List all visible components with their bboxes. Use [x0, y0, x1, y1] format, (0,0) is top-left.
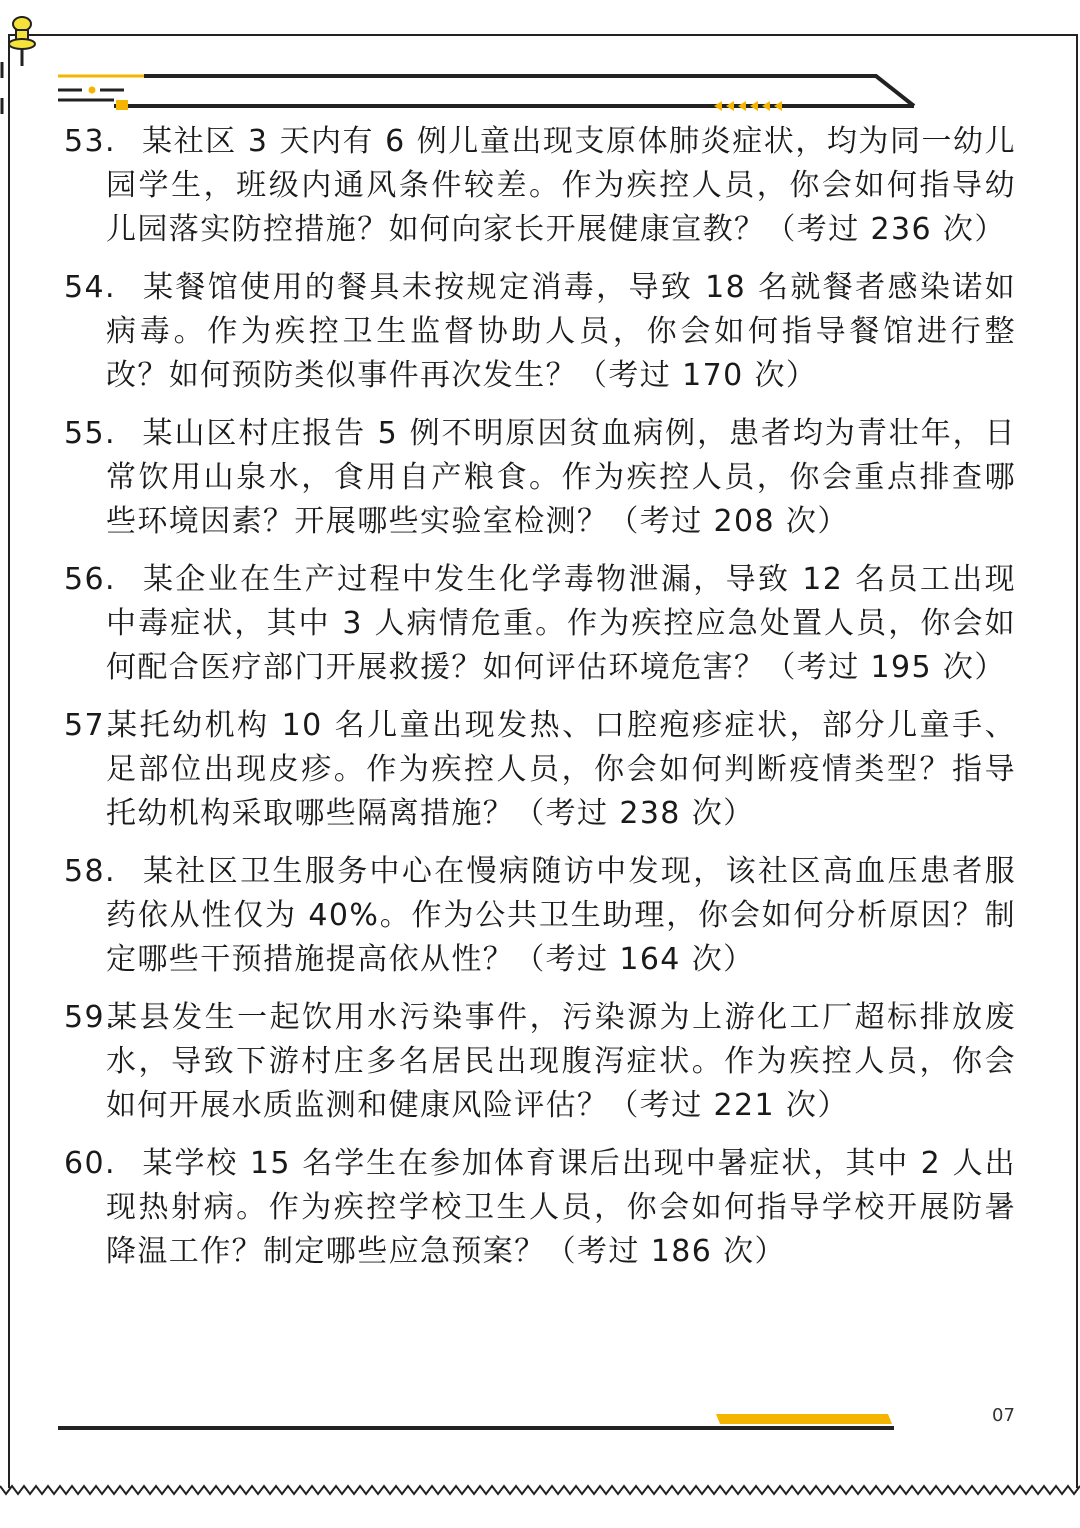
question-item [64, 996, 1016, 1128]
question-item [64, 120, 1016, 252]
question-text: 某学校 15 名学生在参加体育课后出现中暑症状，其中 2 人出现热射病。作为疾控学校卫生人员，你会如何指导学校开展防暑降温工作？制定哪些应急预案？（考过 186 次） [106, 1146, 1016, 1269]
footer-decoration [56, 1410, 896, 1434]
question-item [64, 1142, 1016, 1274]
question-text: 某县发生一起饮用水污染事件，污染源为上游化工厂超标排放废水，导致下游村庄多名居民出现腹泻症状。作为疾控人员，你会如何开展水质监测和健康风险评估？（考过 221 次） [106, 1000, 1016, 1123]
question-text: 某社区 3 天内有 6 例儿童出现支原体肺炎症状，均为同一幼儿园学生，班级内通风条件较差。作为疾控人员，你会如何指导幼儿园落实防控措施？如何向家长开展健康宣教？（考过 236 次） [106, 124, 1016, 247]
question-number: 58. [64, 854, 116, 889]
question-number: 59. [64, 1000, 116, 1035]
question-number: 55. [64, 416, 116, 451]
page-number: 07 [992, 1405, 1015, 1426]
question-number: 57. [64, 708, 116, 743]
question-item [64, 558, 1016, 690]
torn-edge-zigzag [0, 1482, 1080, 1528]
question-number: 56. [64, 562, 116, 597]
question-item [64, 850, 1016, 982]
question-number: 54. [64, 270, 116, 305]
header-decoration [54, 68, 924, 120]
question-text: 某社区卫生服务中心在慢病随访中发现，该社区高血压患者服药依从性仅为 40%。作为公共卫生助理，你会如何分析原因？制定哪些干预措施提高依从性？（考过 164 次） [106, 854, 1016, 977]
question-text: 某企业在生产过程中发生化学毒物泄漏，导致 12 名员工出现中毒症状，其中 3 人病情危重。作为疾控应急处置人员，你会如何配合医疗部门开展救援？如何评估环境危害？（考过 195 次） [106, 562, 1016, 685]
question-item [64, 412, 1016, 544]
question-list [64, 120, 1016, 1288]
question-item [64, 266, 1016, 398]
question-number: 60. [64, 1146, 116, 1181]
question-item [64, 704, 1016, 836]
question-text: 某餐馆使用的餐具未按规定消毒，导致 18 名就餐者感染诺如病毒。作为疾控卫生监督协助人员，你会如何指导餐馆进行整改？如何预防类似事件再次发生？（考过 170 次） [106, 270, 1016, 393]
question-text: 某托幼机构 10 名儿童出现发热、口腔疱疹症状，部分儿童手、足部位出现皮疹。作为疾控人员，你会如何判断疫情类型？指导托幼机构采取哪些隔离措施？（考过 238 次） [106, 708, 1016, 831]
question-text: 某山区村庄报告 5 例不明原因贫血病例，患者均为青壮年，日常饮用山泉水，食用自产粮食。作为疾控人员，你会重点排查哪些环境因素？开展哪些实验室检测？（考过 208 次） [106, 416, 1016, 539]
question-number: 53. [64, 124, 116, 159]
left-edge-marks [0, 58, 10, 118]
